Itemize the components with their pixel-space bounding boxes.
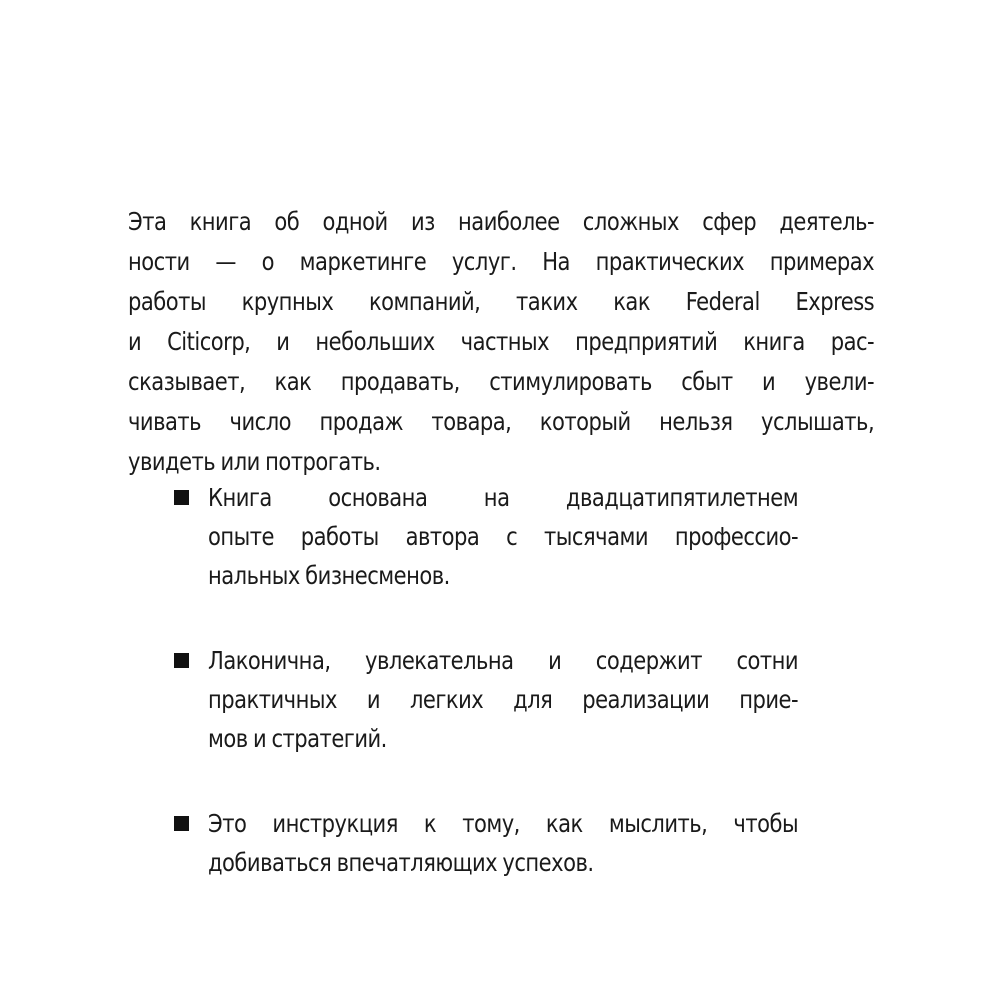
bullet-text [208,478,798,595]
bullet-text [208,641,798,758]
bullet-line: нальных бизнесменов. [208,561,450,590]
intro-line: сказывает, как продавать, стимулировать сбыт и увели- [128,367,875,396]
bullet-line: добиваться впечатляющих успехов. [208,848,594,877]
square-bullet-icon [174,653,189,668]
bullet-text [208,804,798,882]
square-bullet-icon [174,816,189,831]
intro-line: ности — о маркетинге услуг. На практических примерах [128,247,875,276]
bullet-line: Книга основана на двадцатипятилетнем [208,483,799,512]
bullet-item [172,478,802,595]
bullet-item [172,641,802,758]
bullet-line: практичных и легких для реализации прие- [208,685,799,714]
intro-line: Эта книга об одной из наиболее сложных сфер деятель- [128,207,875,236]
intro-paragraph [128,202,874,482]
intro-line: работы крупных компаний, таких как Federal Express [128,287,875,316]
bullet-line: Лаконична, увлекательна и содержит сотни [208,646,799,675]
intro-line: чивать число продаж товара, который нельзя услышать, [128,407,875,436]
square-bullet-icon [174,490,189,505]
bullet-line: опыте работы автора с тысячами профессио- [208,522,799,551]
feature-bullet-list [172,478,802,882]
bullet-item [172,804,802,882]
intro-line: и Citicorp, и небольших частных предприятий книга рас- [128,327,875,356]
bullet-line: Это инструкция к тому, как мыслить, чтобы [208,809,799,838]
bullet-line: мов и стратегий. [208,724,387,753]
intro-line: увидеть или потрогать. [128,447,381,476]
